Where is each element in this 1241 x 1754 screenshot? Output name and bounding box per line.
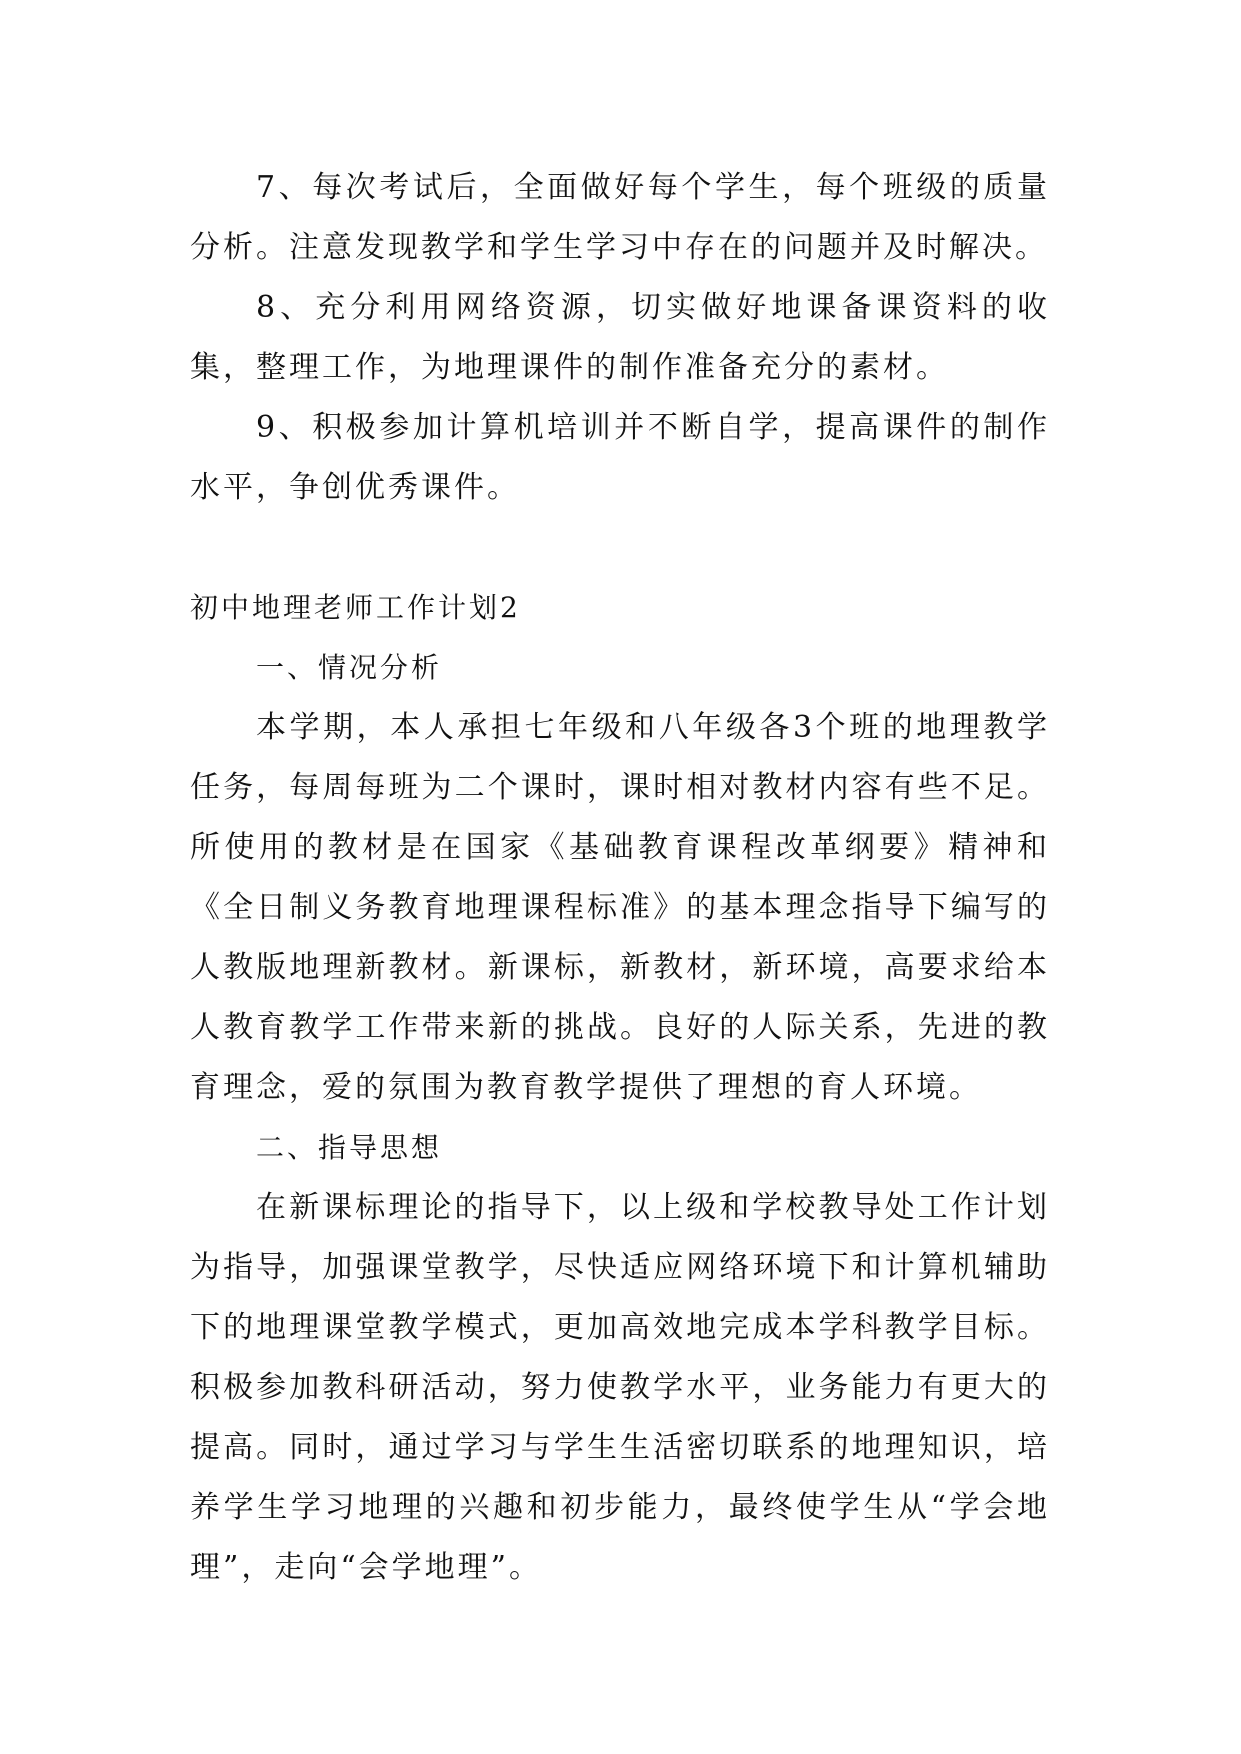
section-title-situation-analysis: 一、情况分析 bbox=[256, 651, 443, 684]
guiding-ideology-paragraph: 在新课标理论的指导下，以上级和学校教导处工作计划为指导，加强课堂教学，尽快适应网络环境下和计算机辅助下的地理课堂教学模式，更加高效地完成本学科教学目标。积极参加教科研活动，努力使教学水平，业务能力有更大的提高。同时，通过学习与学生生活密切联系的地理知识，培养学生学习地理的兴趣和初步能力，最终使学生从“学会地理”，走向“会学地理”。 bbox=[190, 1190, 1050, 1585]
document-title: 初中地理老师工作计划2 bbox=[190, 591, 521, 624]
paragraph-item-9: 9、积极参加计算机培训并不断自学，提高课件的制作水平，争创优秀课件。 bbox=[190, 410, 1050, 505]
paragraph-item-8: 8、充分利用网络资源，切实做好地课备课资料的收集，整理工作，为地理课件的制作准备充分的素材。 bbox=[190, 290, 1050, 385]
document-body bbox=[190, 158, 1050, 1598]
section-title-guiding-ideology: 二、指导思想 bbox=[256, 1131, 443, 1164]
situation-analysis-paragraph: 本学期，本人承担七年级和八年级各3个班的地理教学任务，每周每班为二个课时，课时相对教材内容有些不足。所使用的教材是在国家《基础教育课程改革纲要》精神和《全日制义务教育地理课程标准》的基本理念指导下编写的人教版地理新教材。新课标，新教材，新环境，高要求给本人教育教学工作带来新的挑战。良好的人际关系，先进的教育理念，爱的氛围为教育教学提供了理想的育人环境。 bbox=[190, 710, 1050, 1105]
paragraph-item-7: 7、每次考试后，全面做好每个学生，每个班级的质量分析。注意发现教学和学生学习中存在的问题并及时解决。 bbox=[190, 170, 1050, 265]
